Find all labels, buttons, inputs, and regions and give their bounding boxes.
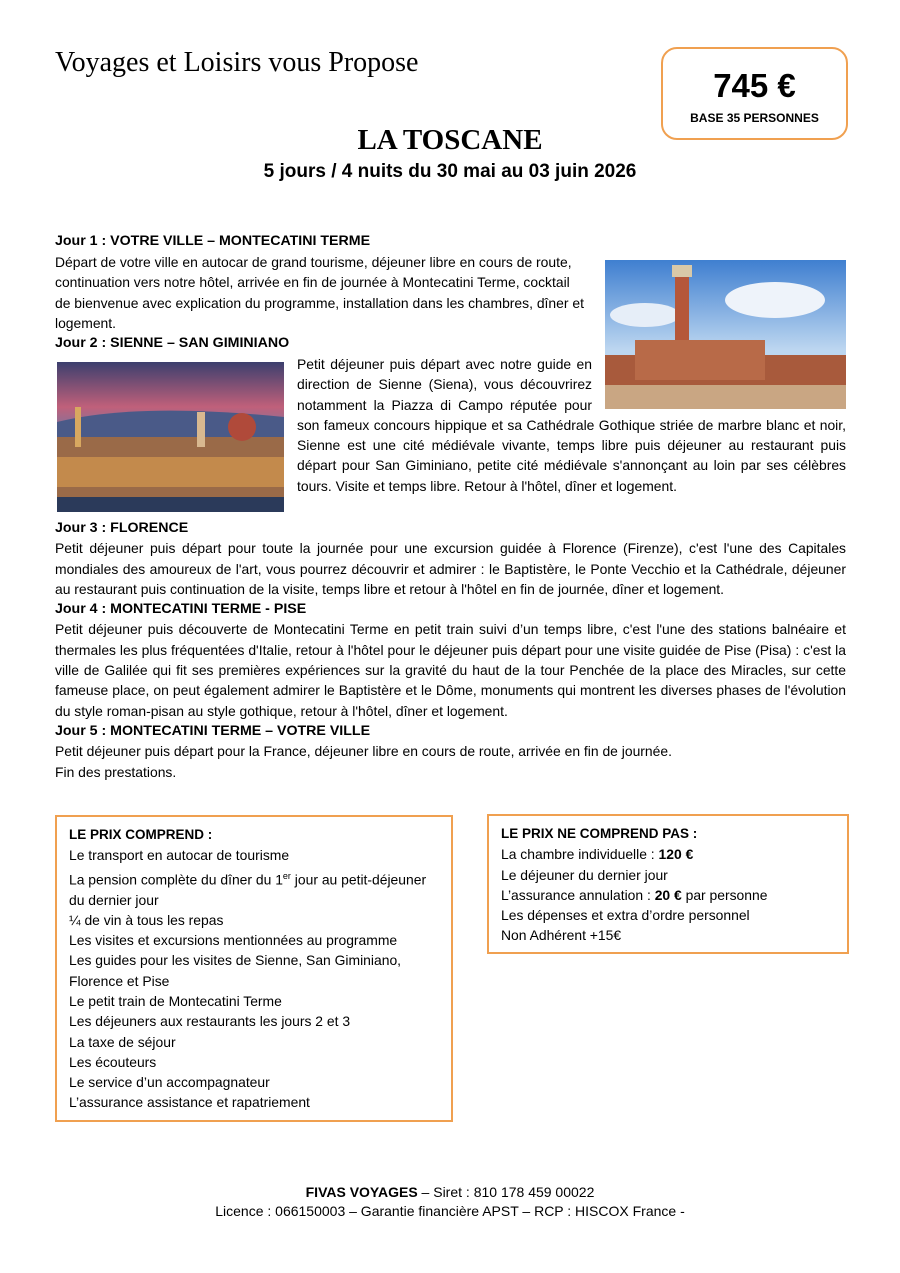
agency-heading: Voyages et Loisirs vous Propose — [55, 47, 419, 78]
day-2-heading: Jour 2 : SIENNE – SAN GIMINIANO — [55, 335, 290, 351]
price-includes-box — [55, 815, 453, 1122]
include-item: L’assurance assistance et rapatriement — [69, 1094, 310, 1111]
include-item: Les déjeuners aux restaurants les jours 2 et 3 — [69, 1013, 351, 1030]
exclude-item: La chambre individuelle : 120 € — [501, 846, 694, 863]
include-item: Le petit train de Montecatini Terme — [69, 993, 282, 1009]
footer-company: FIVAS VOYAGES – Siret : 810 178 459 00022 — [305, 1184, 595, 1200]
price-basis: BASE 35 PERSONNES — [690, 111, 819, 125]
include-item: Les écouteurs — [69, 1053, 157, 1070]
include-item: Le transport en autocar de tourisme — [69, 847, 290, 864]
include-item: ¼ de vin à tous les repas — [69, 911, 224, 928]
footer — [0, 1183, 900, 1221]
include-item: Le service d’un accompagnateur — [69, 1074, 270, 1091]
includes-title: LE PRIX COMPREND : — [69, 827, 213, 842]
include-item: Les visites et excursions mentionnées au programme — [69, 932, 398, 949]
exclude-item: Non Adhérent +15€ — [501, 927, 622, 944]
end-of-services: Fin des prestations. — [55, 763, 177, 780]
florence-photo — [57, 362, 284, 512]
day-1-heading: Jour 1 : VOTRE VILLE – MONTECATINI TERME — [55, 233, 371, 249]
day-4-heading: Jour 4 : MONTECATINI TERME - PISE — [55, 601, 307, 618]
days-3-5 — [55, 518, 846, 782]
exclude-item: L’assurance annulation : 20 € par personne — [501, 886, 768, 903]
day-5-text: Petit déjeuner puis départ pour la France, déjeuner libre en cours de route, arrivée en fin de journée. — [55, 743, 672, 760]
day-3-heading: Jour 3 : FLORENCE — [55, 520, 189, 536]
exclude-item: Les dépenses et extra d’ordre personnel — [501, 907, 750, 924]
footer-licence: Licence : 066150003 – Garantie financière APST – RCP : HISCOX France - — [215, 1203, 685, 1219]
day-2-text — [297, 354, 846, 496]
price-excludes-box — [487, 814, 849, 954]
exclude-item: Le déjeuner du dernier jour — [501, 866, 668, 883]
price: 745 € — [713, 67, 796, 104]
day-2-text-body: Petit déjeuner puis départ avec notre guide en direction de Sienne (Siena), vous découvrirez notamment la Piazza di Campo réputée pour son fameux concours hippique et sa Cathédrale Gothique striée de marbre blanc et noir, Sienne est une cité médiévale vivante, temps libre puis déjeuner au restaurant puis départ pour San Giminiano, petite cité médiévale s'annonçant au loin par ses célèbres tours. Visite et temps libre. Retour à l'hôtel, dîner et logement. — [297, 356, 846, 494]
include-item: Les guides pour les visites de Sienne, San Giminiano, Florence et Pise — [69, 952, 402, 989]
day-4-text: Petit déjeuner puis découverte de Montecatini Terme en petit train suivi d’un temps libre, c'est l'une des stations balnéaire et thermales les plus fréquentées d'Italie, retour à l'hôtel pour le déjeuner puis départ pour une visite guidée de Pise (Pisa) : c'est la ville de Galilée qui fit ses premières expériences sur la gravité du haut de la tour Penchée de la place des Miracles, sur cette fameuse place, on peut également admirer le Baptistère et le Dôme, monuments qui montrent les diverses phases de l'évolution du style roman-pisan au style gothique, retour à l'hôtel, dîner et logement. — [55, 621, 846, 719]
excludes-title: LE PRIX NE COMPREND PAS : — [501, 826, 698, 841]
page-title: LA TOSCANE — [357, 124, 543, 156]
day-1-text: Départ de votre ville en autocar de grand tourisme, déjeuner libre en cours de route, continuation vers notre hôtel, arrivée en fin de journée à Montecatini Terme, cocktail de bienvenue avec explication du programme, installation dans les chambres, dîner et logement. — [55, 254, 584, 331]
include-item: La taxe de séjour — [69, 1033, 176, 1050]
trip-dates: 5 jours / 4 nuits du 30 mai au 03 juin 2026 — [263, 161, 637, 182]
day-3-text: Petit déjeuner puis départ pour toute la journée pour une excursion guidée à Florence (Firenze), c'est l'une des Capitales mondiales des amoureux de l'art, vous pourrez découvrir et admirer : le Baptistère, le Ponte Vecchio et la Cathédrale, déjeuner au restaurant puis continuation de la visite, temps libre et retour à l'hôtel en fin de journée, dîner et logement. — [55, 540, 846, 597]
day-5-heading: Jour 5 : MONTECATINI TERME – VOTRE VILLE — [55, 722, 371, 739]
include-item: La pension complète du dîner du 1er jour au petit-déjeuner du dernier jour — [69, 870, 427, 908]
